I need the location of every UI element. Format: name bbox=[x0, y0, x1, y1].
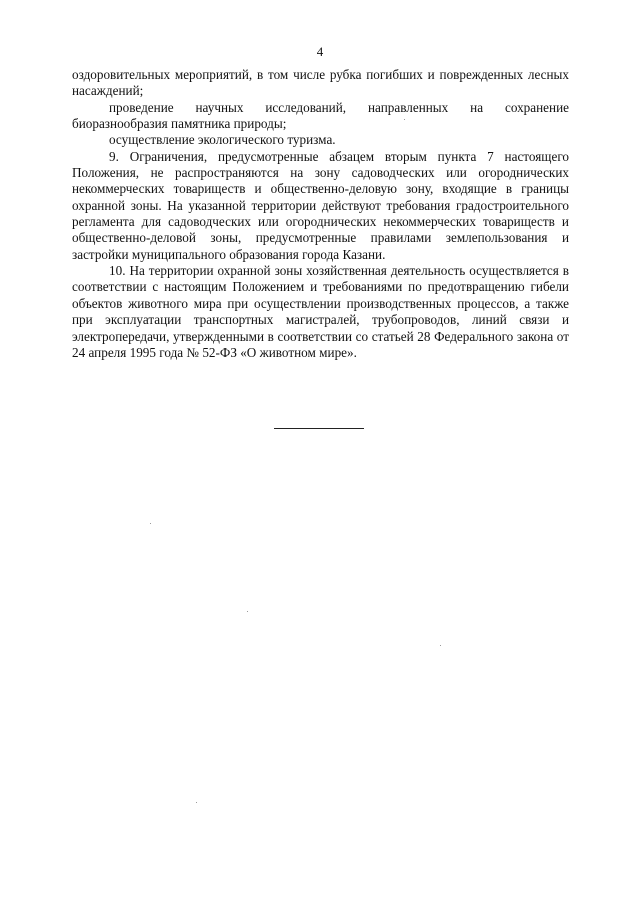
paragraph-item-10: 10. На территории охранной зоны хозяйственная деятельность осуществляется в соответствии с настоящим Положением и требованиями по предотвращению гибели объектов животного мира при осуществлении производственных процессов, а также при эксплуатации транспортных магистралей, трубопроводов, линий связи и электропередачи, утвержденными в соответствии со статьей 28 Федерального закона от 24 апреля 1995 года № 52-ФЗ «О животном мире». bbox=[72, 263, 569, 360]
page-number: 4 bbox=[316, 44, 324, 59]
scan-speck bbox=[440, 645, 441, 646]
scan-speck bbox=[196, 802, 197, 803]
scan-speck bbox=[247, 611, 248, 612]
paragraph-recreation-measures: оздоровительных мероприятий, в том числе рубка погибших и поврежденных лесных насаждений; bbox=[72, 67, 569, 99]
paragraph-item-9: 9. Ограничения, предусмотренные абзацем вторым пункта 7 настоящего Положения, не распространяются на зону садоводческих или огороднических некоммерческих товариществ и общественно-деловую зону, входящие в границы охранной зоны. На указанной территории действуют требования градостроительного регламента для садоводческих или огороднических некоммерческих товариществ и общественно-деловой зоны, предусмотренные правилами землепользования и застройки муниципального образования города Казани. bbox=[72, 148, 569, 262]
document-body bbox=[72, 67, 569, 361]
paragraph-ecotourism: осуществление экологического туризма. bbox=[109, 132, 336, 148]
scan-speck bbox=[150, 523, 151, 524]
scan-speck bbox=[404, 119, 405, 120]
paragraph-scientific-research: проведение научных исследований, направленных на сохранение биоразнообразия памятника природы; bbox=[72, 99, 569, 132]
end-of-text-rule bbox=[274, 428, 364, 429]
